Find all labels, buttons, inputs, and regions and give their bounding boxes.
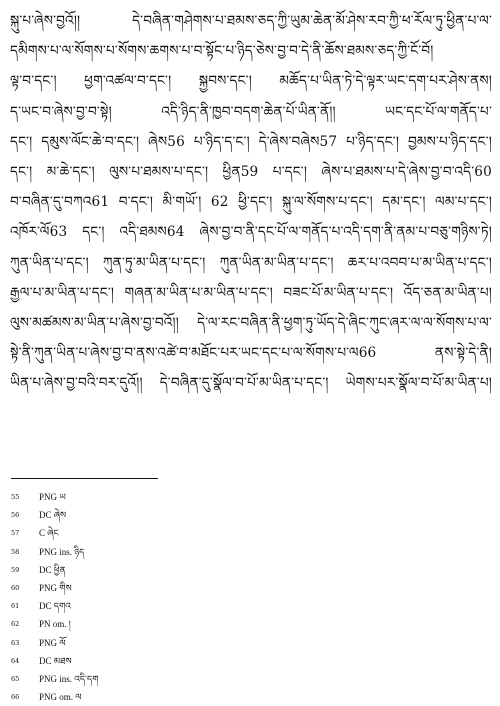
footnote-number: 60	[11, 583, 20, 592]
footnote	[10, 524, 492, 542]
text-line: བ་བཞིན་དུ་བཀའ61 བ་དང་། མི་གཡོ་། 62 ཕྱི་དང་། སྐུ་ལ་སོགས་པ་དང་། དམ་དང་། ལམ་པ་དང་།	[10, 194, 492, 211]
footnote-number: 58	[11, 547, 20, 556]
footnote	[10, 670, 492, 688]
text-line: དང་། མ་ཆེ་དང་། ལུས་པ་ཐམས་པ་དང་། ཕྱིན59 པ་དང་། ཞེས་པ་ཐམས་པ་དེ་ཞེས་བྱ་བ་འདི་60	[10, 163, 492, 180]
footnote-text: PNG ཡ	[39, 492, 66, 502]
footnote	[10, 688, 492, 706]
footnote-text: PNG ins. ཉིད	[39, 546, 85, 557]
footnote-text: DC དགའ	[39, 601, 71, 612]
footnote-number: 56	[11, 511, 20, 520]
footnote	[10, 543, 492, 561]
text-line: ཀུན་ཡིན་པ་དང་། ཀུན་ཏུ་མ་ཡིན་པ་དང་། ཀུན་ཡིན་མ་ཡིན་པ་དང་། ཆར་པ་འབབ་པ་མ་ཡིན་པ་དང་།	[10, 254, 492, 271]
footnote	[10, 579, 492, 597]
footnote	[10, 615, 492, 633]
footnote-text: PNG om. ལ	[39, 692, 82, 703]
footnote	[10, 561, 492, 579]
footnote	[10, 652, 492, 670]
footnote-text: DC ཞེས	[39, 510, 67, 521]
footnote-text: PNG གིས	[39, 582, 72, 593]
text-line: རྒྱལ་པ་མ་ཡིན་པ་དང་། གཞན་མ་ཡིན་པ་མ་ཡིན་པ་དང་། བཟང་པོ་མ་ཡིན་པ་དང་། འོད་ཅན་མ་ཡིན་པ།	[10, 284, 492, 301]
text-line: སྟེ་ནི་ཀུན་ཡིན་པ་ཞེས་བྱ་བ་ནས་འཚེ་བ་མཐོང་པར་ཡང་དང་པ་ལ་སོགས་པ་ལ66 ནས་སྟེ་དེ་ནི།	[10, 345, 492, 362]
footnote-number: 62	[11, 620, 20, 629]
text-line: དང་། དམུས་ལོང་ཆེ་བ་དང་། ཞེས56 པ་ཉིད་ད་ང་། དེ་ཞེས་བཞེས57 པ་ཉིད་དང་། བྱམས་པ་ཉིད་དང་།	[10, 133, 492, 150]
footnote-text: PN om. །	[39, 619, 71, 630]
text-line: ད་ཡང་བ་ཞེས་བྱ་བ་སྟེ། འདི་ཉིད་ནི་ཁྱབ་བདག་ཆེན་པོ་ཡིན་ནོ།། ཡང་དང་པོ་ལ་གནོད་པ་	[10, 103, 492, 120]
text-line: ལུས་མཚམས་མ་ཡིན་པ་ཞེས་བྱ་བའོ།། དེ་ལ་རང་བཞིན་ནི་ཕྱག་ཏུ་ཡོད་དེ་ཞིང་ཀུང་ཞར་ལ་ལ་སོགས་པ་ལ་	[10, 314, 492, 331]
footnote	[10, 506, 492, 524]
footnote-number: 65	[11, 674, 20, 683]
footnote	[10, 597, 492, 615]
text-line: འཁོར་ལོ63 དང་། འདི་ཐམས64 ཞེས་བྱ་བ་ནི་དང་པོ་ལ་གནོད་པ་འདི་དག་ནི་ནམ་པ་བཅུ་གཉིས་ཏེ།	[10, 224, 492, 241]
footnotes-section	[10, 478, 492, 706]
footnote-text: PNG ལོ	[39, 637, 66, 648]
tibetan-body-text	[10, 6, 492, 398]
footnote-divider	[11, 478, 158, 479]
footnote	[10, 488, 492, 506]
footnote-number: 59	[11, 565, 20, 574]
text-line: ཡིན་པ་ཞེས་བྱ་བའི་བར་དུའོ།། དེ་བཞིན་དུ་སྣོལ་བ་པོ་མ་ཡིན་པ་དང་། ཡེགས་པར་སྣོལ་བ་པོ་མ་ཡིན་པ།	[10, 375, 492, 392]
footnote-number: 55	[11, 493, 20, 501]
text-line: ལྟ་བ་དང་། ཕྱག་འཚལ་བ་དང་། སྐྱབས་དང་། མཆོད་པ་ཡིན་ཏེ་དེ་ལྟར་ཡང་དག་པར་ཤེས་ནས།	[10, 73, 492, 90]
text-line: སྐུ་པ་ཞེས་བྱའོ།། དེ་བཞིན་གཤེགས་པ་ཐམས་ཅད་ཀྱི་ཡུམ་ཆེན་མོ་ཤེས་རབ་ཀྱི་ཕ་རོལ་ཏུ་ཕྱིན་པ་ལ་	[10, 13, 492, 29]
footnote-text: DC ཕྱིན	[39, 564, 66, 575]
footnote-number: 61	[11, 602, 20, 611]
footnote-number: 57	[11, 529, 20, 538]
footnote-number: 63	[11, 638, 20, 647]
footnote	[10, 634, 492, 652]
footnote-text: PNG ins. འདི་དག	[39, 673, 99, 684]
footnote-text: DC མཐས	[39, 655, 72, 666]
footnote-number: 66	[11, 693, 20, 702]
footnote-number: 64	[11, 656, 20, 665]
text-line: དམིགས་པ་ལ་སོགས་པ་སོགས་ཆགས་པ་བ་སྟོང་པ་ཉིད་ཅེས་བྱ་བ་དེ་ནི་ཆོས་ཐམས་ཅད་ཀྱི་ངོ་བོ།	[10, 43, 434, 60]
footnote-text: C ཞེང	[39, 528, 59, 539]
